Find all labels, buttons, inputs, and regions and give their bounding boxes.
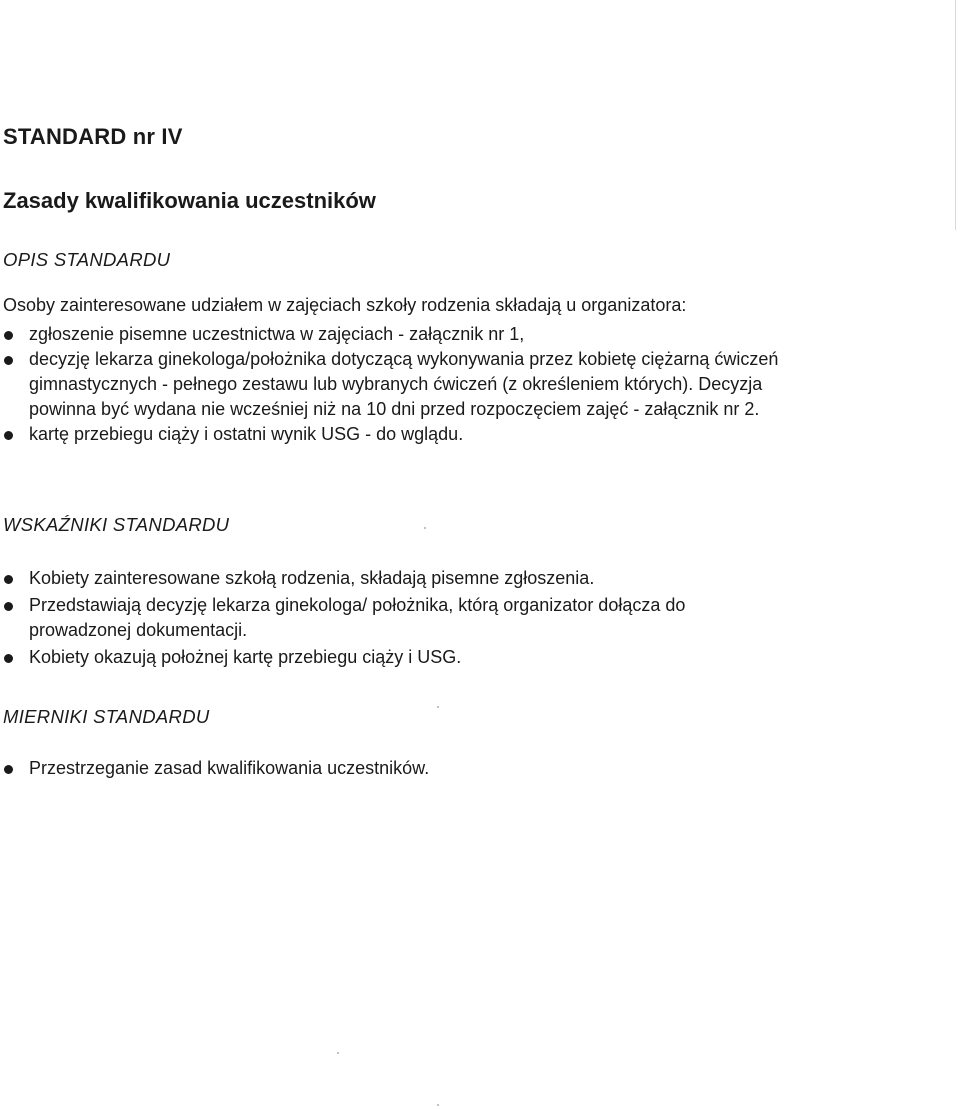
bullet-icon	[4, 356, 13, 365]
scan-speck	[437, 706, 439, 708]
scan-speck	[437, 1104, 439, 1106]
bullet-icon	[4, 765, 13, 774]
wskazniki-heading: WSKAŹNIKI STANDARDU	[3, 514, 230, 535]
opis-list	[3, 322, 903, 447]
list-item	[3, 566, 903, 591]
list-item	[3, 645, 903, 670]
wskazniki-list	[3, 566, 903, 672]
list-item	[3, 347, 809, 422]
list-item	[3, 322, 903, 347]
list-item	[3, 756, 903, 781]
bullet-icon	[4, 602, 13, 611]
standard-title: STANDARD nr IV	[3, 124, 183, 149]
mierniki-heading: MIERNIKI STANDARDU	[3, 706, 210, 727]
list-item-text: Kobiety zainteresowane szkołą rodzenia, składają pisemne zgłoszenia.	[29, 568, 595, 588]
standard-subtitle: Zasady kwalifikowania uczestników	[3, 188, 376, 213]
list-item-text: zgłoszenie pisemne uczestnictwa w zajęciach - załącznik nr 1,	[29, 324, 525, 344]
bullet-icon	[4, 654, 13, 663]
list-item-text: Przestrzeganie zasad kwalifikowania uczestników.	[29, 758, 430, 778]
mierniki-list	[3, 756, 903, 781]
list-item-text: Przedstawiają decyzję lekarza ginekologa/ położnika, którą organizator dołącza do prowadzonej dokumentacji.	[29, 595, 686, 640]
bullet-icon	[4, 575, 13, 584]
opis-heading: OPIS STANDARDU	[3, 249, 171, 270]
bullet-icon	[4, 331, 13, 340]
list-item-text: Kobiety okazują położnej kartę przebiegu ciąży i USG.	[29, 647, 462, 667]
opis-intro: Osoby zainteresowane udziałem w zajęciach szkoły rodzenia składają u organizatora:	[3, 295, 687, 315]
list-item	[3, 593, 789, 643]
bullet-icon	[4, 431, 13, 440]
scan-edge-line	[955, 0, 956, 230]
list-item	[3, 422, 903, 447]
list-item-text: kartę przebiegu ciąży i ostatni wynik USG - do wglądu.	[29, 424, 464, 444]
scan-speck	[424, 527, 426, 529]
list-item-text: decyzję lekarza ginekologa/położnika dotyczącą wykonywania przez kobietę ciężarną ćwiczeń gimnastycznych - pełnego zestawu lub wybranych ćwiczeń (z określeniem których). Decyzja powinna być wydana nie wcześniej niż na 10 dni przed rozpoczęciem zajęć - załącznik nr 2.	[29, 349, 779, 419]
scan-speck	[337, 1052, 339, 1054]
